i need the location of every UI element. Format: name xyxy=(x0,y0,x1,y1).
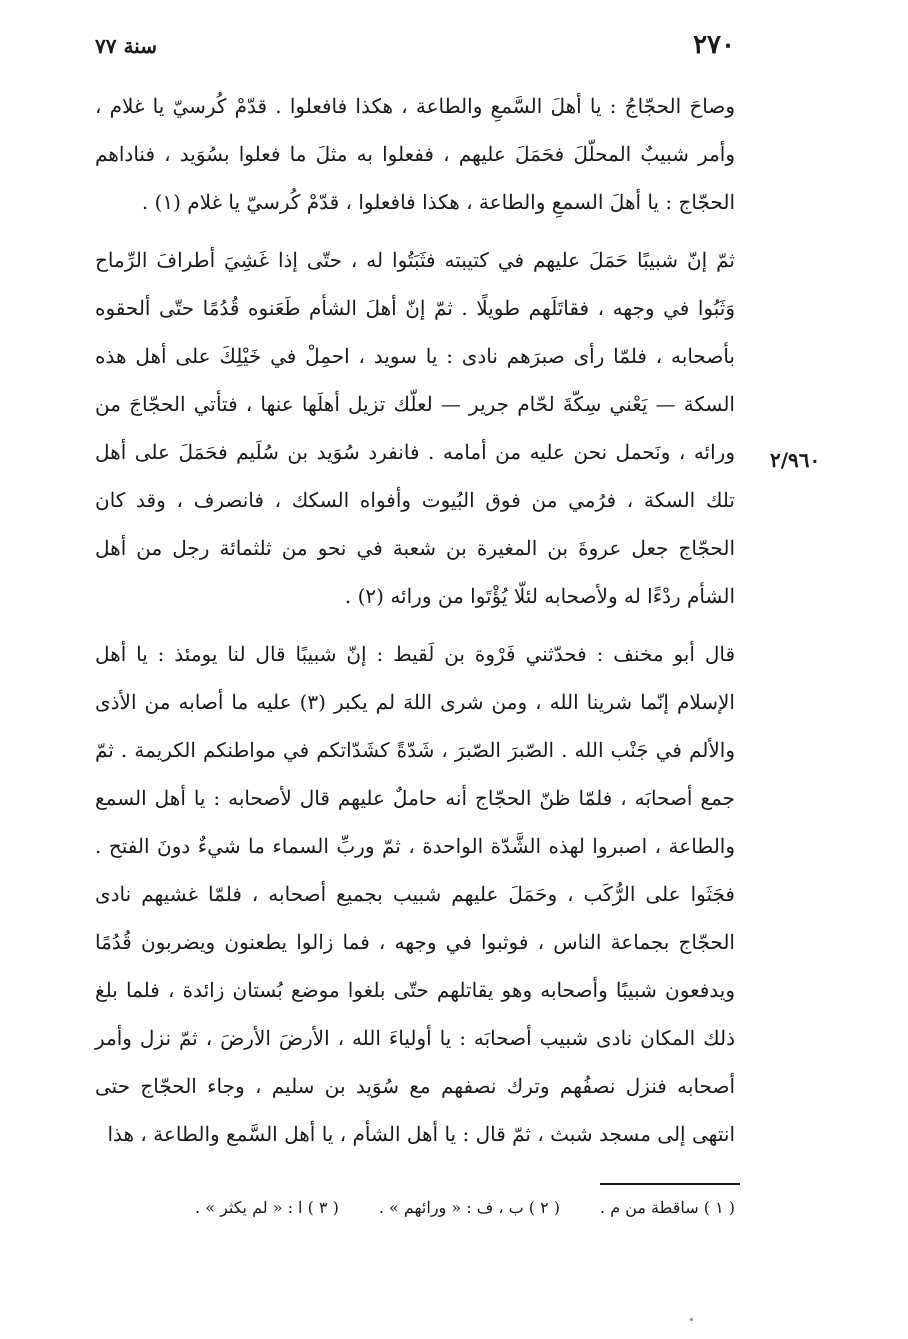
paragraph: قال أبو مخنف : فحدّثني فَرْوة بن لَقيط : إنّ شبيبًا قال لنا يومئذ : يا أهل الإسلام إنّما شرينا الله ، ومن شرى اللهَ لم يكبر (٣) عليه ما أصابه من الأذى والألم في جَنْب الله . الصّبرَ الصّبرَ ، شَدّةً كشَدّاتكم في مواطنكم الكريمة . ثمّ جمع أصحابَه ، فلمّا ظنّ الحجّاج أنه حاملٌ عليهم قال لأصحابه : يا أهل السمع والطاعة ، اصبروا لهذه الشَّدّة الواحدة ، ثمّ وربِّ السماء ما شيءٌ دونَ الفتح . فجَثَوا على الرُّكَب ، وحَمَلَ عليهم شبيب بجميع أصحابه ، فلمّا غشيهم نادى الحجّاج بجماعة الناس ، فوثبوا في وجهه ، فما زالوا يطعنون ويضربون قُدُمًا ويدفعون شبيبًا وأصحابه وهو يقاتلهم حتّى بلغوا موضع بُستان زائدة ، فلما بلغ ذلك المكان نادى شبيب أصحابَه : يا أولياءَ الله ، الأرضَ الأرضَ ، ثمّ نزل وأمر أصحابه فنزل نصفُهم وترك نصفهم مع سُوَيد بن سليم ، وجاء الحجّاج حتى انتهى إلى مسجد شبث ، ثمّ قال : يا أهل الشأم ، يا أهل السَّمع والطاعة ، هذا xyxy=(95,642,735,1146)
footnote: ( ٣ ) ا : « لم يكثر » . xyxy=(195,1198,339,1217)
marginal-reference: ٢/٩٦٠ xyxy=(770,448,821,472)
footnotes xyxy=(95,1194,735,1222)
scan-speck xyxy=(690,1318,693,1321)
paragraph: ثمّ إنّ شبيبًا حَمَلَ عليهم في كتيبته فثَبَتُوا له ، حتّى إذا غَشِيَ أطرافَ الرِّماح وَثَبُوا في وجهه ، فقاتَلَهم طويلًا . ثمّ إنّ أهلَ الشأم طَعَنوه قُدُمًا حتّى ألحقوه بأصحابه ، فلمّا رأى صبرَهم نادى : يا سويد ، احمِلْ في خَيْلِكَ على أهل هذه السكة — يَعْني سِكّةَ لحّام جرير — لعلّك تزيل أهلَها عنها ، فتأتي الحجّاجَ من ورائه ، ونَحمل نحن عليه من أمامه . فانفرد سُوَيد بن سُلَيم فحَمَلَ على أهل تلك السكة ، فرُمي من فوق البُيوت وأفواه السكك ، فانصرف ، وقد كان الحجّاج جعل عروةَ بن المغيرة بن شعبة في نحو من ثلثمائة رجل من أهل الشأم ردْءًا له ولأصحابه لئلّا يُؤْتَوا من ورائه (٢) . xyxy=(95,248,735,608)
paragraph: وصاحَ الحجّاجُ : يا أهلَ السَّمعِ والطاعة ، هكذا فافعلوا . قدّمْ كُرسيّ يا غلام ، وأمر شبيبٌ المحلّلَ فحَمَلَ عليهم ، ففعلوا به مثلَ ما فعلوا بسُوَيد ، فناداهم الحجّاج : يا أهلَ السمعِ والطاعة ، هكذا فافعلوا ، قدّمْ كُرسيّ يا غلام (١) . xyxy=(95,94,735,214)
page-number: ٢٧٠ xyxy=(693,30,735,60)
page-header xyxy=(95,30,735,70)
footnote: ( ٢ ) ب ، ف : « ورائهم » . xyxy=(378,1198,561,1217)
body-text xyxy=(95,82,735,1158)
footnote: ( ١ ) ساقطة من م . xyxy=(600,1198,735,1217)
running-head-year: سنة ٧٧ xyxy=(95,34,157,58)
footnote-rule xyxy=(600,1183,740,1185)
